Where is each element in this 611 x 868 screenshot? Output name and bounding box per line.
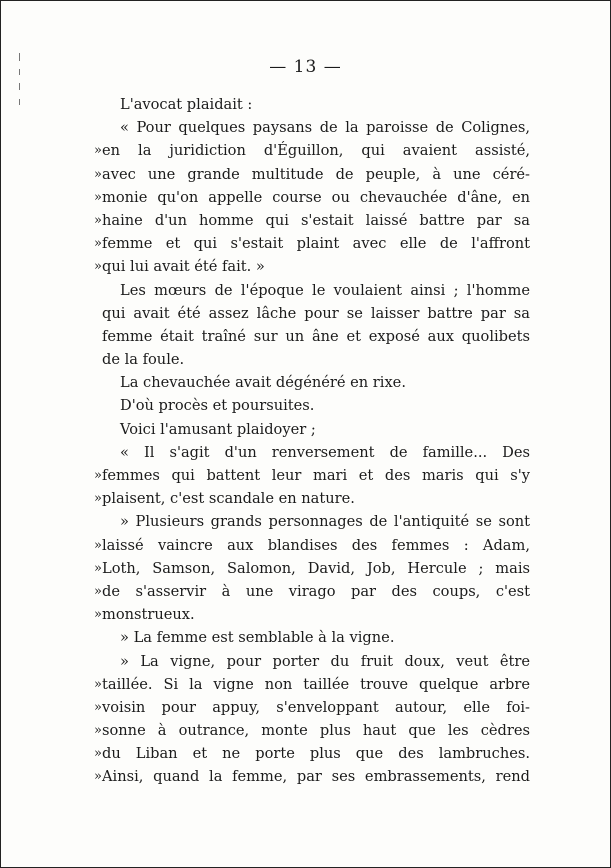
text-line-content: Voici l'amusant plaidoyer ; bbox=[120, 420, 316, 438]
text-line bbox=[102, 325, 530, 348]
text-line-content: « Il s'agit d'un renversement de famille... Des bbox=[120, 443, 530, 461]
text-line bbox=[102, 302, 530, 325]
text-line bbox=[102, 116, 530, 139]
text-line-content: monstrueux. bbox=[102, 606, 195, 624]
text-line-content: taillée. Si la vigne non taillée trouve quelque arbre bbox=[102, 675, 530, 693]
text-line-content: voisin pour appuy, s'enveloppant autour, elle foi- bbox=[102, 698, 530, 716]
text-line bbox=[102, 371, 530, 394]
continuation-quote-mark: » bbox=[94, 143, 102, 159]
text-line bbox=[94, 255, 530, 278]
text-line bbox=[94, 719, 530, 742]
text-line-content: de la foule. bbox=[102, 351, 185, 369]
text-line bbox=[94, 139, 530, 162]
continuation-quote-mark: » bbox=[94, 560, 102, 576]
text-line-content: Loth, Samson, Salomon, David, Job, Hercule ; mais bbox=[102, 559, 530, 577]
text-line bbox=[102, 394, 530, 417]
text-line-content: Les mœurs de l'époque le voulaient ainsi ; l'homme bbox=[120, 281, 530, 299]
continuation-quote-mark: » bbox=[94, 699, 102, 715]
text-line bbox=[102, 441, 530, 464]
text-line bbox=[102, 418, 530, 441]
text-line-content: plaisent, c'est scandale en nature. bbox=[102, 490, 355, 508]
text-line-content: sonne à outrance, monte plus haut que les cèdres bbox=[102, 722, 530, 740]
continuation-quote-mark: » bbox=[94, 537, 102, 553]
text-line-content: Ainsi, quand la femme, par ses embrassements, rend bbox=[102, 768, 530, 786]
text-line bbox=[102, 650, 530, 673]
text-line bbox=[102, 348, 530, 371]
text-line bbox=[94, 209, 530, 232]
text-line-content: qui avait été assez lâche pour se laisser battre par sa bbox=[102, 304, 530, 322]
continuation-quote-mark: » bbox=[94, 236, 102, 252]
body-text bbox=[94, 93, 530, 789]
continuation-quote-mark: » bbox=[94, 468, 102, 483]
text-line bbox=[102, 626, 530, 649]
text-line-content: qui lui avait été fait. » bbox=[102, 258, 265, 276]
continuation-quote-mark: » bbox=[94, 212, 102, 228]
text-line bbox=[102, 279, 530, 302]
text-line-content: avec une grande multitude de peuple, à une céré- bbox=[102, 165, 530, 183]
text-line-content: femmes qui battent leur mari et des maris qui s'y bbox=[102, 467, 530, 484]
text-line-content: femme et qui s'estait plaint avec elle de l'affront bbox=[102, 235, 530, 253]
text-line-content: haine d'un homme qui s'estait laissé battre par sa bbox=[102, 211, 530, 229]
text-line bbox=[94, 765, 530, 788]
text-line bbox=[94, 603, 530, 626]
text-line bbox=[94, 534, 530, 557]
text-line-content: » La vigne, pour porter du fruit doux, veut être bbox=[120, 652, 530, 670]
text-line bbox=[94, 673, 530, 696]
continuation-quote-mark: » bbox=[94, 746, 102, 762]
continuation-quote-mark: » bbox=[94, 189, 102, 205]
text-line bbox=[102, 510, 530, 533]
continuation-quote-mark: » bbox=[94, 607, 102, 623]
text-line bbox=[94, 163, 530, 186]
continuation-quote-mark: » bbox=[94, 769, 102, 785]
page-number: — 13 — bbox=[269, 57, 342, 77]
text-line-content: La chevauchée avait dégénéré en rixe. bbox=[120, 374, 406, 392]
text-line-content: en la juridiction d'Éguillon, qui avaient assisté, bbox=[102, 142, 530, 160]
text-line-content: monie qu'on appelle course ou chevauchée d'âne, en bbox=[102, 188, 530, 206]
text-line bbox=[94, 742, 530, 765]
text-line-content: » La femme est semblable à la vigne. bbox=[120, 629, 395, 647]
text-line bbox=[94, 232, 530, 255]
continuation-quote-mark: » bbox=[94, 259, 102, 275]
text-line bbox=[94, 696, 530, 719]
text-line bbox=[102, 93, 530, 116]
text-line-content: de s'asservir à une virago par des coups, c'est bbox=[102, 582, 530, 600]
text-line-content: femme était traîné sur un âne et exposé aux quolibets bbox=[102, 327, 530, 345]
text-line-content: du Liban et ne porte plus que des lambruches. bbox=[102, 745, 530, 763]
continuation-quote-mark: » bbox=[94, 583, 102, 599]
text-line bbox=[94, 487, 530, 510]
text-line-content: » Plusieurs grands personnages de l'antiquité se sont bbox=[120, 513, 530, 531]
continuation-quote-mark: » bbox=[94, 723, 102, 739]
continuation-quote-mark: » bbox=[94, 676, 102, 692]
text-line-content: L'avocat plaidait : bbox=[120, 96, 253, 113]
text-line-content: D'où procès et poursuites. bbox=[120, 397, 315, 415]
text-line-content: « Pour quelques paysans de la paroisse de Colignes, bbox=[120, 119, 530, 137]
text-line bbox=[94, 186, 530, 209]
text-line bbox=[94, 464, 530, 487]
continuation-quote-mark: » bbox=[94, 166, 102, 182]
continuation-quote-mark: » bbox=[94, 491, 102, 507]
text-line-content: laissé vaincre aux blandises des femmes : Adam, bbox=[102, 536, 530, 554]
text-line bbox=[94, 557, 530, 580]
text-line bbox=[94, 580, 530, 603]
